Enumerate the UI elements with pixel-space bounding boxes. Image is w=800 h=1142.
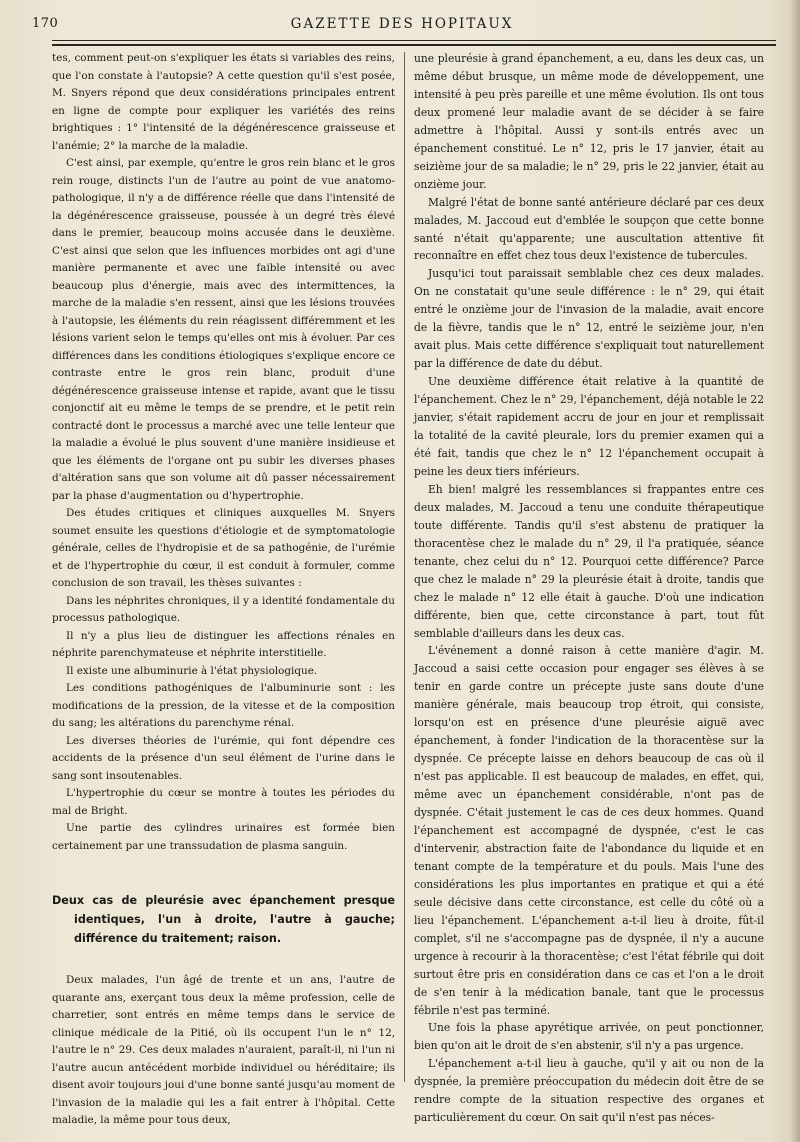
paragraph: Jusqu'ici tout paraissait semblable chez ces deux malades. On ne constatait qu'une seule différence : le n° 29, qui était entré le onzième jour de l'invasion de la maladie, avait encore de la fièvre, tandis que le n° 12, entré le seizième jour, n'en avait plus. Mais cette différence s'expliquait tout naturellement par la différence de date du début.	[414, 267, 764, 371]
paragraph: Eh bien! malgré les ressemblances si frappantes entre ces deux malades, M. Jaccoud a tenu une conduite thérapeutique toute différente. Tandis qu'il s'est abstenu de pratiquer la thoracentèse chez le malade du n° 29, il l'a pratiquée, séance tenante, chez celui du n° 12. Pourquoi cette différence? Parce que chez le malade n° 29 la pleurésie était à droite, tandis que chez le malade n° 12 elle était à gauche. D'où une indication différente, bien que, cette circonstance à part, tout fût semblable d'ailleurs dans les deux cas.	[414, 482, 764, 640]
paragraph: Une partie des cylindres urinaires est formée bien certainement par une transsudation de plasma sanguin.	[52, 822, 395, 852]
column-divider	[404, 52, 405, 1082]
section-heading-text: Deux cas de pleurésie avec épanchement presque identiques, l'un à droite, l'autre à gauche; différence du traitement; raison.	[52, 894, 395, 945]
header-rule-thin	[52, 40, 776, 41]
paragraph: L'hypertrophie du cœur se montre à toutes les périodes du mal de Bright.	[52, 787, 395, 817]
paragraph: tes, comment peut-on s'expliquer les états si variables des reins, que l'on constate à l'autopsie? A cette question qu'il s'est posée, M. Snyers répond que deux considérations principales entrent en ligne de compte pour expliquer les variétés des reins brightiques : 1° l'intensité de la dégénérescence graisseuse et l'anémie; 2° la marche de la maladie.	[52, 52, 395, 152]
paragraph: Les diverses théories de l'urémie, qui font dépendre ces accidents de la présence d'un seul élément de l'urine dans le sang sont insoutenables.	[52, 734, 395, 782]
paragraph: Deux malades, l'un âgé de trente et un ans, l'autre de quarante ans, exerçant tous deux la même profession, celle de charretier, sont entrés en même temps dans le service de clinique médicale de la Pitié, où ils occupent l'un le n° 12, l'autre le n° 29. Ces deux malades n'auraient, paraît-il, ni l'un ni l'autre aucun antécédent morbide individuel ou héréditaire; ils disent avoir toujours joui d'une bonne santé jusqu'au moment de l'invasion de la maladie qui les a fait entrer à l'hôpital. Cette maladie, la même pour tous deux,	[52, 974, 395, 1126]
page-number: 170	[32, 16, 59, 31]
paragraph: Les conditions pathogéniques de l'albuminurie sont : les modifications de la pression, de la vitesse et de la composition du sang; les altérations du parenchyme rénal.	[52, 682, 395, 729]
left-column	[52, 50, 395, 1130]
paragraph: Il n'y a plus lieu de distinguer les affections rénales en néphrite parenchymateuse et néphrite interstitielle.	[52, 629, 395, 659]
paragraph: C'est ainsi, par exemple, qu'entre le gros rein blanc et le gros rein rouge, distincts l'un de l'autre au point de vue anatomo-pathologique, il n'y a de différence réelle que dans l'intensité de la dégénérescence graisseuse, poussée à un degré très élevé dans le premier, beaucoup moins accusée dans le deuxième. C'est ainsi que selon que les influences morbides ont agi d'une manière permanente et avec une faible intensité ou avec beaucoup plus d'énergie, mais avec des intermittences, la marche de la maladie s'en ressent, ainsi que les lésions trouvées à l'autopsie, les éléments du rein réagissent différemment et les lésions varient selon le temps qu'elles ont mis à évoluer. Par ces différences dans les conditions étiologiques s'explique encore ce contraste entre le gros rein blanc, produit d'une dégénérescence graisseuse intense et rapide, avant que le tissu conjonctif ait eu même le temps de se prendre, et le petit rein contracté dont le processus a marché avec une telle lenteur que la maladie a évolué le plus souvent d'une manière insidieuse et que les éléments de l'organe ont pu subir les diverses phases d'altération sans que son volume ait dû passer nécessairement par la phase d'augmentation ou d'hypertrophie.	[52, 157, 395, 502]
right-column	[414, 50, 764, 1130]
paragraph: une pleurésie à grand épanchement, a eu, dans les deux cas, un même début brusque, un même mode de développement, une intensité à peu près pareille et une même évolution. Ils ont tous deux promené leur maladie avant de se décider à se faire admettre à l'hôpital. Aussi y sont-ils entrés avec un épanchement constitué. Le n° 12, pris le 17 janvier, était au seizième jour de sa maladie; le n° 29, pris le 22 janvier, était au onzième jour.	[414, 52, 764, 191]
paragraph: L'épanchement a-t-il lieu à gauche, qu'il y ait ou non de la dyspnée, la première préoccupation du médecin doit être de se rendre compte de la situation respective des organes et particulièrement du cœur. On sait qu'il n'est pas néces-	[414, 1057, 764, 1125]
paragraph: Des études critiques et cliniques auxquelles M. Snyers soumet ensuite les questions d'étiologie et de symptomatologie générale, celles de l'hydropisie et de sa pathogénie, de l'urémie et de l'hypertrophie du cœur, il est conduit à formuler, comme conclusion de son travail, les thèses suivantes :	[52, 507, 395, 589]
journal-title: GAZETTE DES HOPITAUX	[290, 16, 514, 32]
header-rule-thick	[52, 44, 776, 46]
paragraph: Dans les néphrites chroniques, il y a identité fondamentale du processus pathologique.	[52, 594, 395, 624]
paragraph: Une fois la phase apyrétique arrivée, on peut ponctionner, bien qu'on ait le droit de s'en abstenir, s'il n'y a pas urgence.	[414, 1021, 764, 1053]
paragraph: Il existe une albuminurie à l'état physiologique.	[66, 664, 318, 677]
section-heading	[52, 891, 395, 948]
paragraph: L'événement a donné raison à cette manière d'agir. M. Jaccoud a saisi cette occasion pour engager ses élèves à se tenir en garde contre un précepte juste sans doute d'une manière générale, mais beaucoup trop étroit, qui consiste, lorsqu'on est en présence d'une pleurésie aiguë avec épanchement, à fonder l'indication de la thoracentèse sur la dyspnée. Ce précepte laisse en dehors beaucoup de cas où il n'est pas applicable. Il est beaucoup de malades, en effet, qui, même avec un épanchement considérable, n'ont pas de dyspnée. C'était justement le cas de ces deux hommes. Quand l'épanchement est accompagné de dyspnée, c'est le cas d'intervenir, abstraction faite de l'abondance du liquide et en tenant compte de la température et du pouls. Mais l'une des considérations les plus importantes en pratique et qui a été seule décisive dans cette circonstance, est celle du côté où a lieu l'épanchement. L'épanchement a-t-il lieu à droite, fût-il complet, s'il ne s'accompagne pas de dyspnée, il n'y a aucune urgence à recourir à la thoracentèse; c'est l'état fébrile qui doit surtout être pris en considération dans ce cas et l'on a le droit de s'en tenir à la médication banale, tant que le processus fébrile n'est pas terminé.	[414, 644, 764, 1017]
paragraph: Une deuxième différence était relative à la quantité de l'épanchement. Chez le n° 29, l'épanchement, déjà notable le 22 janvier, s'était rapidement accru de jour en jour et remplissait la totalité de la cavité pleurale, lors du premier examen qui a été fait, tandis que chez le n° 12 l'épanchement occupait à peine les deux tiers inférieurs.	[414, 375, 764, 478]
paragraph: Malgré l'état de bonne santé antérieure déclaré par ces deux malades, M. Jaccoud eut d'emblée le soupçon que cette bonne santé n'était qu'apparente; une auscultation attentive fit reconnaître en effet chez tous deux l'existence de tubercules.	[414, 195, 764, 263]
page-edge-shadow	[790, 0, 800, 1142]
